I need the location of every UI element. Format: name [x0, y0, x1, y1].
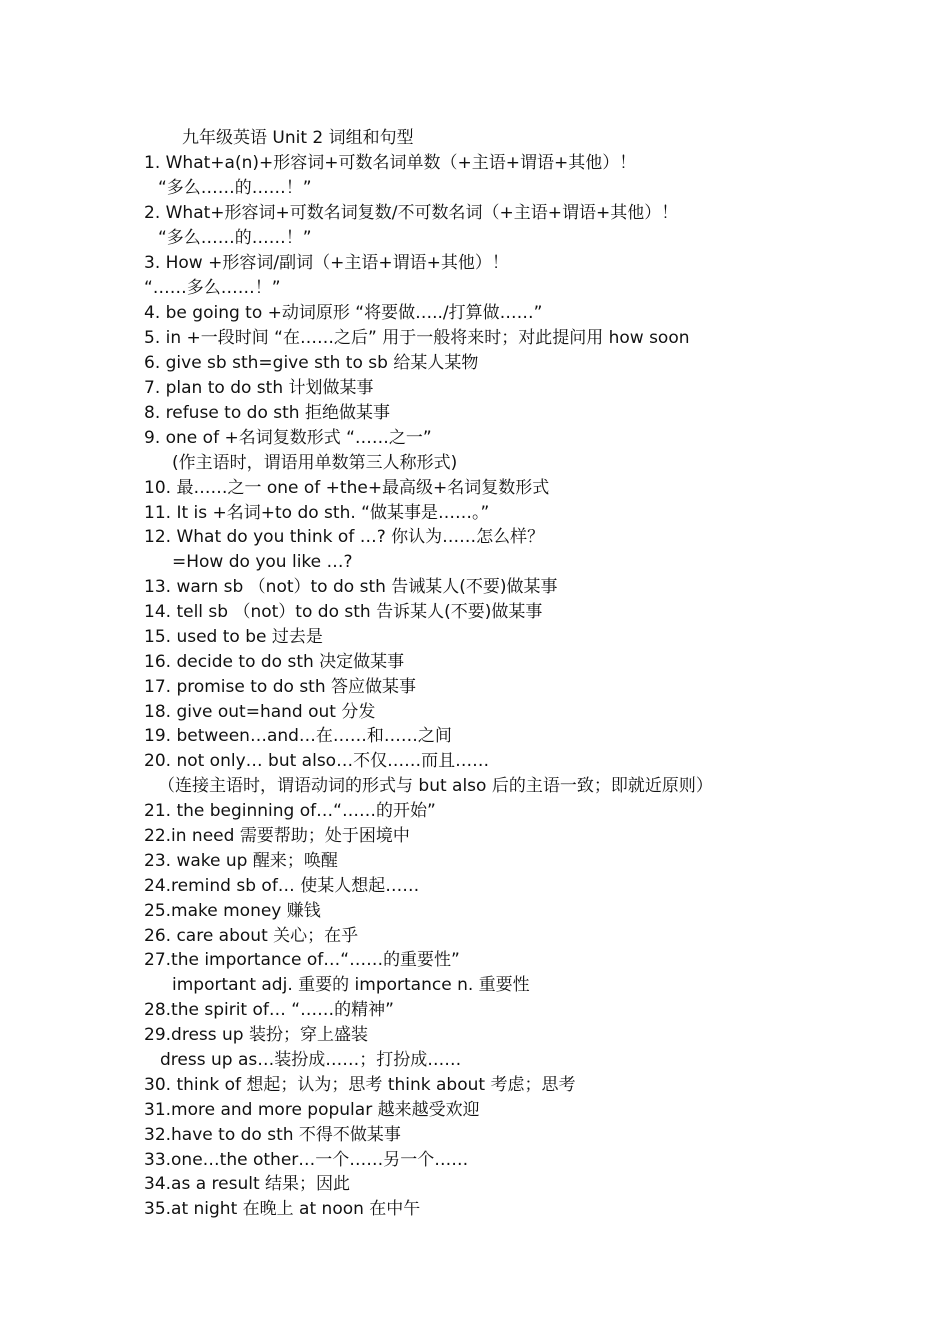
phrase-line-22: 22.in need 需要帮助；处于困境中 [144, 826, 410, 846]
phrase-line-19: 19. between…and…在……和……之间 [144, 726, 452, 746]
phrase-line-15: 15. used to be 过去是 [144, 627, 323, 647]
phrase-line-12-note: =How do you like …? [172, 552, 353, 572]
phrase-line-33: 33.one…the other…一个……另一个…… [144, 1150, 469, 1170]
phrase-line-27: 27.the importance of…“……的重要性” [144, 950, 460, 970]
phrase-line-20-note: （连接主语时，谓语动词的形式与 but also 后的主语一致；即就近原则） [158, 776, 713, 796]
phrase-line-3: 3. How +形容词/副词（+主语+谓语+其他）！ [144, 253, 509, 273]
phrase-line-11: 11. It is +名词+to do sth. “做某事是……。” [144, 503, 490, 523]
phrase-line-35: 35.at night 在晚上 at noon 在中午 [144, 1199, 421, 1219]
phrase-line-32: 32.have to do sth 不得不做某事 [144, 1125, 401, 1145]
phrase-line-9-note: (作主语时，谓语用单数第三人称形式) [172, 453, 458, 473]
phrase-line-12: 12. What do you think of …? 你认为……怎么样？ [144, 527, 545, 547]
phrase-line-6: 6. give sb sth=give sth to sb 给某人某物 [144, 353, 479, 373]
phrase-line-21: 21. the beginning of…“……的开始” [144, 801, 436, 821]
phrase-line-20: 20. not only… but also…不仅……而且…… [144, 751, 490, 771]
phrase-line-3-note: “……多么……！” [144, 278, 281, 298]
phrase-line-8: 8. refuse to do sth 拒绝做某事 [144, 403, 390, 423]
phrase-line-9: 9. one of +名词复数形式 “……之一” [144, 428, 432, 448]
phrase-line-29: 29.dress up 装扮；穿上盛装 [144, 1025, 368, 1045]
phrase-line-1: 1. What+a(n)+形容词+可数名词单数（+主语+谓语+其他）！ [144, 153, 637, 173]
phrase-line-17: 17. promise to do sth 答应做某事 [144, 677, 417, 697]
phrase-line-18: 18. give out=hand out 分发 [144, 702, 376, 722]
phrase-line-30: 30. think of 想起；认为；思考 think about 考虑；思考 [144, 1075, 576, 1095]
phrase-line-31: 31.more and more popular 越来越受欢迎 [144, 1100, 480, 1120]
phrase-line-29-note: dress up as…装扮成……；打扮成…… [160, 1050, 462, 1070]
phrase-line-13: 13. warn sb （not）to do sth 告诫某人(不要)做某事 [144, 577, 558, 597]
phrase-line-34: 34.as a result 结果；因此 [144, 1174, 351, 1194]
phrase-line-7: 7. plan to do sth 计划做某事 [144, 378, 374, 398]
phrase-line-24: 24.remind sb of… 使某人想起…… [144, 876, 420, 896]
phrase-line-23: 23. wake up 醒来；唤醒 [144, 851, 338, 871]
phrase-line-28: 28.the spirit of… “……的精神” [144, 1000, 394, 1020]
phrase-line-4: 4. be going to +动词原形 “将要做…../打算做……” [144, 303, 543, 323]
phrase-line-27-note: important adj. 重要的 importance n. 重要性 [172, 975, 530, 995]
phrase-line-10: 10. 最……之一 one of +the+最高级+名词复数形式 [144, 478, 550, 498]
phrase-line-25: 25.make money 赚钱 [144, 901, 321, 921]
phrase-line-1-note: “多么……的……！” [158, 178, 312, 198]
phrase-line-14: 14. tell sb （not）to do sth 告诉某人(不要)做某事 [144, 602, 543, 622]
phrase-line-2-note: “多么……的……！” [158, 228, 312, 248]
document-title: 九年级英语 Unit 2 词组和句型 [182, 128, 414, 148]
phrase-line-16: 16. decide to do sth 决定做某事 [144, 652, 405, 672]
phrase-line-5: 5. in +一段时间 “在……之后” 用于一般将来时；对此提问用 how soon [144, 328, 690, 348]
phrase-line-26: 26. care about 关心；在乎 [144, 926, 359, 946]
phrase-line-2: 2. What+形容词+可数名词复数/不可数名词（+主语+谓语+其他）！ [144, 203, 679, 223]
